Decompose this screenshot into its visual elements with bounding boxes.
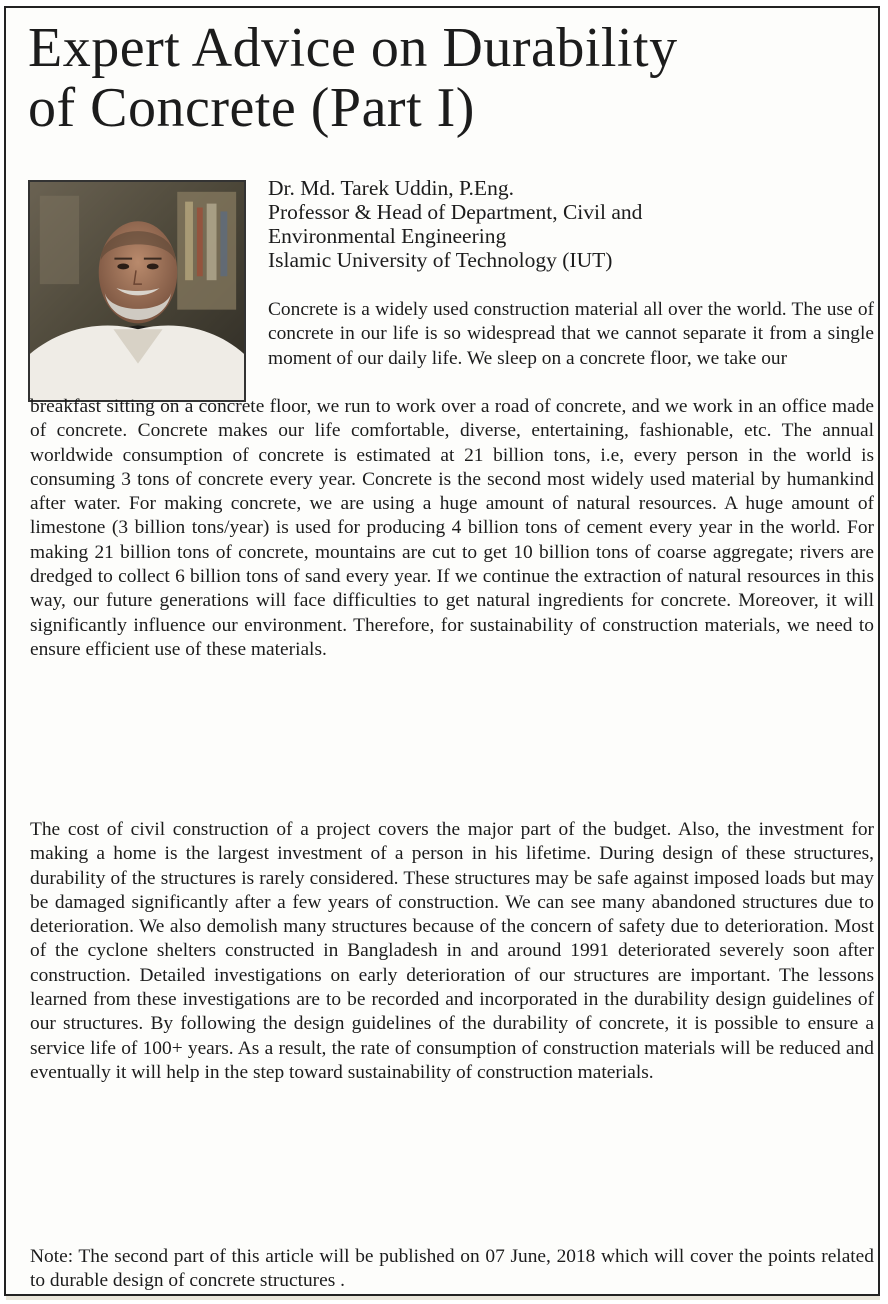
paragraph-1-continued: breakfast sitting on a concrete floor, we run to work over a road of concrete, and we work in an office made of concrete. Concrete makes our life comfortable, diverse, entertaining, fashionable, etc. The annual worldwide consumption of concrete is estimated at 21 billion tons, i.e, every person in the world is consuming 3 tons of concrete every year. Concrete is the second most widely used material by humankind after water. For making concrete, we are using a huge amount of natural resources. A huge amount of limestone (3 billion tons/year) is used for producing 4 billion tons of cement every year in the world. For making 21 billion tons of concrete, mountains are cut to get 10 billion tons of coarse aggregate; rivers are dredged to collect 6 billion tons of sand every year. If we continue the extraction of natural resources in this way, our future generations will face difficulties to get natural ingredients for concrete. Moreover, it will significantly influence our environment. Therefore, for sustainability of construction materials, we need to ensure efficient use of these materials. xyxy=(30,396,874,660)
author-photo xyxy=(28,180,246,402)
paragraph-1-intro: Concrete is a widely used construction material all over the world. The use of concrete in our life is so widespread that we cannot separate it from a single moment of our daily life. We sleep on a concrete floor, we take our xyxy=(268,299,874,369)
author-name: Dr. Md. Tarek Uddin, P.Eng. xyxy=(268,176,514,200)
headline-line-1: Expert Advice on Durability xyxy=(28,17,678,79)
headline-line-2: of Concrete (Part I) xyxy=(28,77,475,139)
author-title-line-1: Professor & Head of Department, Civil and xyxy=(268,200,643,224)
bottom-divider xyxy=(6,1296,880,1300)
article-headline xyxy=(28,18,878,138)
paragraph-2: The cost of civil construction of a project covers the major part of the budget. Also, the investment for making a home is the largest investment of a person in his lifetime. During design of these structures, durability of the structures is rarely considered. These structures may be safe against imposed loads but may be damaged significantly after a few years of construction. We can see many abandoned structures due to deterioration. We also demolish many structures because of the concern of safety due to deterioration. Most of the cyclone shelters constructed in Bangladesh in and around 1991 deteriorated severely soon after construction. Detailed investigations on early deterioration of our structures are important. The lessons learned from these investigations are to be recorded and incorporated in the durability design guidelines of our structures. By following the design guidelines of the durability of concrete, it is possible to ensure a service life of 100+ years. As a result, the rate of consumption of construction materials will be reduced and eventually it will help in the step toward sustainability of construction materials. xyxy=(30,819,874,1083)
article-frame xyxy=(4,6,880,1296)
author-institution: Islamic University of Technology (IUT) xyxy=(268,248,613,272)
author-info xyxy=(268,176,868,272)
article-note: Note: The second part of this article will be published on 07 June, 2018 which will cover the points related to durable design of concrete structures . xyxy=(30,1246,874,1292)
author-portrait-image xyxy=(30,182,244,400)
author-title-line-2: Environmental Engineering xyxy=(268,224,507,248)
